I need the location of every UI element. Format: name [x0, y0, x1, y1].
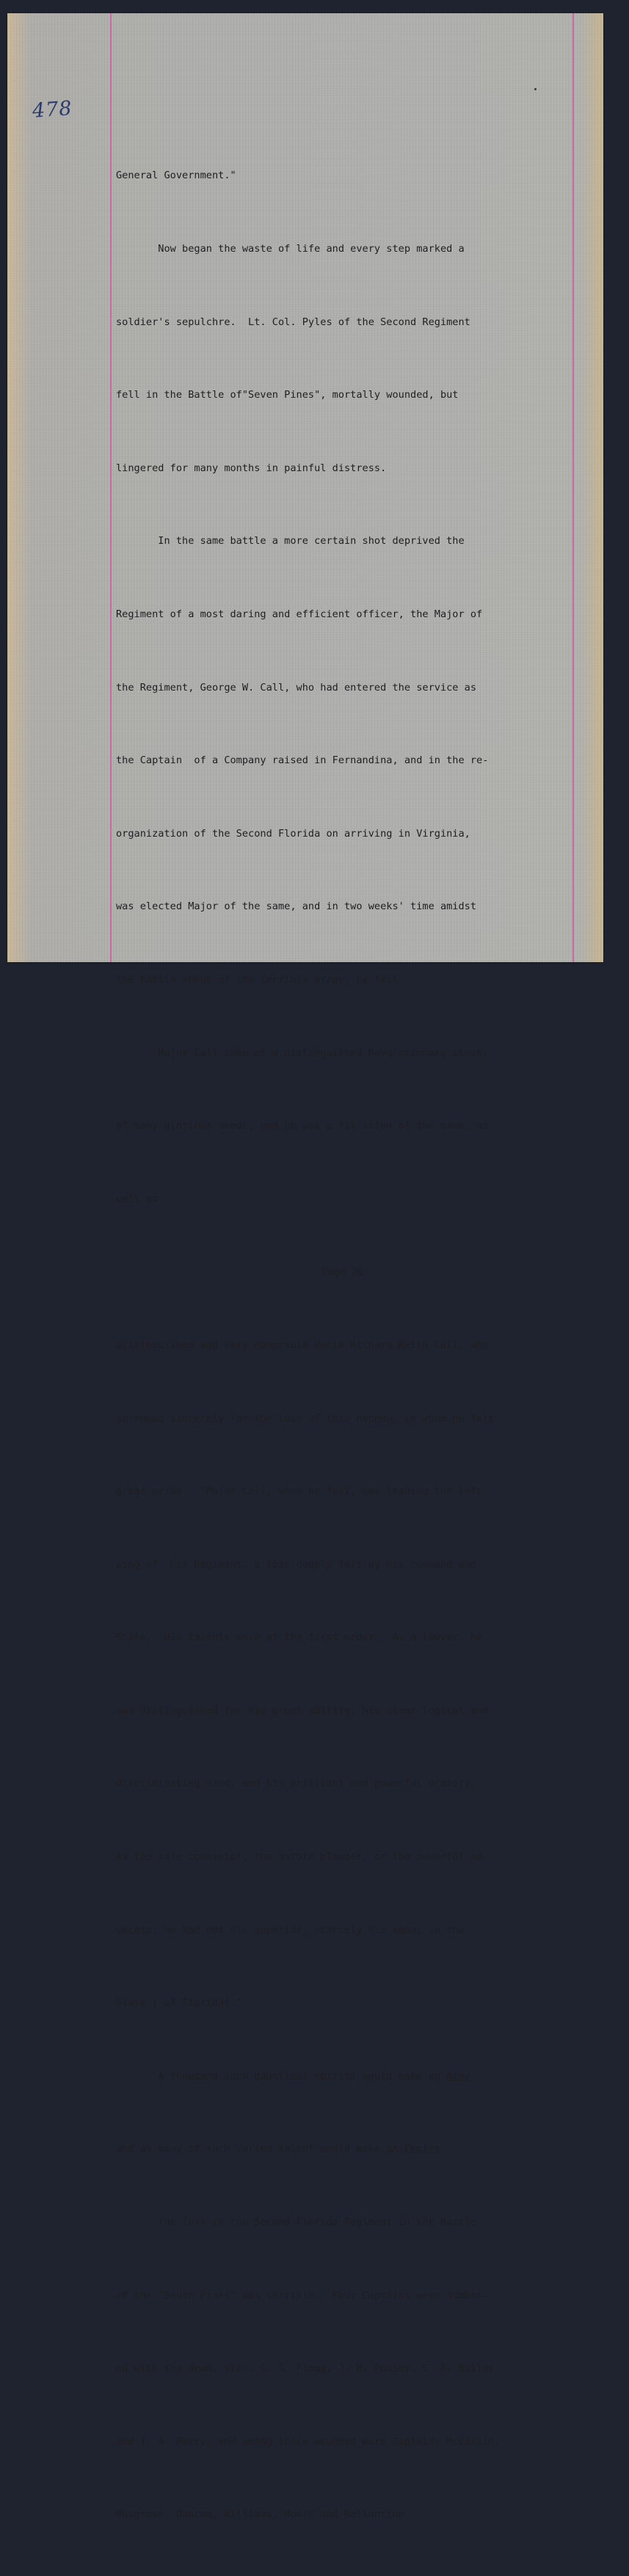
- text-line-army: [116, 2064, 592, 2089]
- text-line: the Captain of a Company raised in Fernandina, and in the re-: [116, 754, 489, 767]
- text-line: of many glorious deeds, and he was a fit scion of the same, as: [116, 1120, 489, 1132]
- body-text: [116, 115, 592, 2576]
- text-line: was elected Major of the same, and in two weeks' time amidst: [116, 900, 477, 913]
- text-line: organization of the Second Florida on arriving in Virginia,: [116, 827, 470, 840]
- text-fragment: .: [440, 2143, 447, 2155]
- text-line: In the same battle a more certain shot deprived the: [116, 535, 465, 547]
- text-line: sorrowed sincerely for the loss of this nephew, in whom he felt: [116, 1412, 495, 1425]
- left-margin-rule: [110, 13, 112, 962]
- handwritten-page-number: 478: [31, 97, 73, 123]
- text-line: of the "Seven Pines" was terrible. Four Captains were number-: [116, 2289, 489, 2302]
- text-line: lingered for many months in painful distress.: [116, 462, 387, 474]
- underlined-army: Army: [446, 2070, 470, 2082]
- text-line: Regiment of a most daring and efficient officer, the Major of: [116, 608, 483, 620]
- text-line: discriminating mind, and his brilliant and powerful oratory.: [116, 1778, 477, 1790]
- text-line: the battle shout of the terrible array, he fell.: [116, 973, 404, 986]
- text-fragment: and as many of such varied talent would make an: [116, 2143, 404, 2155]
- text-line: great pride. "Major Call, when he fell, was leading the left: [116, 1485, 483, 1498]
- text-line: State. His talents were of the first order. As a lawyer he: [116, 1631, 483, 1644]
- page-marker: -Page 20-: [316, 1266, 370, 1278]
- underlined-empire: Empire: [404, 2143, 440, 2155]
- text-line: State ( of Florida).": [116, 1997, 242, 2009]
- text-line: ed with the dead, viz., C. S. Flagg, J. H. Pooser, C. A. Butler: [116, 2362, 495, 2375]
- typewritten-page: [7, 13, 603, 2521]
- text-line: the Regiment, George W. Call, who had entered the service as: [116, 681, 477, 694]
- text-line: fell in the Battle of"Seven Pines", mortally wounded, but: [116, 389, 459, 401]
- text-line: Now began the waste of life and every step marked a: [116, 243, 465, 255]
- ink-speck: [534, 88, 537, 90]
- text-line: well as: [116, 1193, 159, 1205]
- text-line: Major Call came of a distinguished Revolutionary stock,: [116, 1047, 489, 1059]
- text-line: The loss to the Second Florida Regiment in the Battle: [116, 2216, 477, 2229]
- text-line-empire: [116, 2137, 592, 2161]
- text-line: Musgrove, Duncan, Williams, Moore and Ballantine.: [116, 2508, 411, 2521]
- text-line: wing of his Regiment, a loss deeply felt by his command and: [116, 1558, 477, 1571]
- text-line: vocate, he had not his superior, scarcely his equal in thw: [116, 1924, 465, 1936]
- text-line: was distinguished for his great ability, his clear logical and: [116, 1704, 489, 1717]
- text-line: General Government.": [116, 170, 236, 182]
- text-fragment: A thousand such dauntless spirits would make an: [116, 2070, 447, 2082]
- text-line: and T. A. Perry, and among those wounded were Captains McCaslin,: [116, 2435, 501, 2448]
- text-line: distinguished and very honorable Uncle Richard Keith Call, who: [116, 1339, 489, 1351]
- text-line: soldier's sepulchre. Lt. Col. Pyles of the Second Regiment: [116, 316, 470, 328]
- text-line: As the safe counselor, the astute pleader, or the powerful ad-: [116, 1851, 489, 1863]
